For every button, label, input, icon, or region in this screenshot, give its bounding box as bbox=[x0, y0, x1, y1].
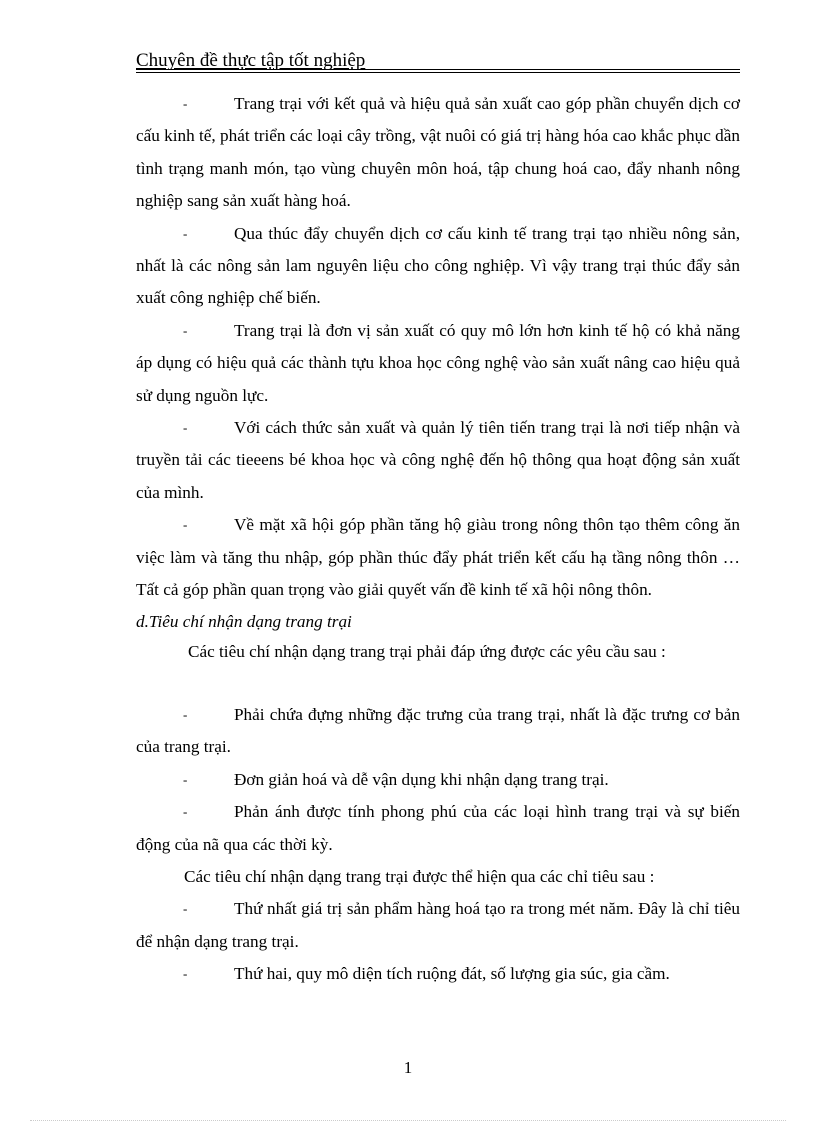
bullet-paragraph bbox=[136, 88, 740, 218]
requirement-item bbox=[136, 764, 740, 796]
bullet-paragraph bbox=[136, 412, 740, 509]
requirement-item bbox=[136, 796, 740, 861]
paragraph-text: Trang trại là đơn vị sản xuất có quy mô lớn hơn kinh tế hộ có khả năng áp dụng có hiệu quả các thành tựu khoa học công nghệ vào sản xuất nâng cao hiệu quả sử dụng nguồn lực. bbox=[136, 320, 740, 405]
header-rule-bottom bbox=[136, 72, 740, 73]
page-number: 1 bbox=[403, 1058, 413, 1077]
indicator-text: Thứ nhất giá trị sản phẩm hàng hoá tạo ra trong mét năm. Đây là chỉ tiêu để nhận dạng trang trại. bbox=[136, 899, 740, 951]
bullet-dash-icon: - bbox=[183, 771, 188, 787]
indicators-intro: Các tiêu chí nhận dạng trang trại được thể hiện qua các chỉ tiêu sau : bbox=[184, 866, 655, 886]
header-rule-top bbox=[136, 69, 740, 70]
page-header-title: Chuyên đề thực tập tốt nghiệp bbox=[136, 50, 366, 71]
indicator-item bbox=[136, 958, 740, 990]
bullet-dash-icon: - bbox=[183, 322, 188, 338]
paragraph-text: Với cách thức sản xuất và quản lý tiên tiến trang trại là nơi tiếp nhận và truyền tải các tieeens bé khoa học và công nghệ đến hộ thông qua hoạt động sản xuất của mình. bbox=[136, 418, 740, 502]
bullet-paragraph bbox=[136, 218, 740, 315]
blank-line bbox=[136, 668, 740, 699]
section-intro: Các tiêu chí nhận dạng trang trại phải đáp ứng được các yêu cầu sau : bbox=[188, 641, 666, 661]
bullet-dash-icon: - bbox=[183, 901, 188, 917]
requirement-text: Phải chứa đựng những đặc trưng của trang trại, nhất là đặc trưng cơ bản của trang trại. bbox=[136, 704, 740, 757]
requirement-item bbox=[136, 699, 740, 764]
bullet-dash-icon: - bbox=[183, 420, 188, 436]
requirement-text: Phản ánh được tính phong phú của các loại hình trang trại và sự biến động của nã qua các thời kỳ. bbox=[136, 802, 740, 854]
bullet-paragraph bbox=[136, 315, 740, 412]
paragraph-text: Trang trại với kết quả và hiệu quả sản xuất cao góp phần chuyển dịch cơ cấu kinh tế, phát triển các loại cây trồng, vật nuôi có giá trị hàng hóa cao khắc phục dần tình trạng manh món, tạo vùng chuyên môn hoá, tập chung hoá cao, đẩy nhanh nông nghiệp sang sản xuất hàng hoá. bbox=[136, 94, 740, 211]
bullet-dash-icon: - bbox=[183, 966, 188, 982]
section-heading: d.Tiêu chí nhận dạng trang trại bbox=[136, 611, 352, 631]
indicator-text: Thứ hai, quy mô diện tích ruộng đát, số lượng gia súc, gia cầm. bbox=[234, 964, 670, 984]
indicator-item bbox=[136, 893, 740, 958]
bullet-dash-icon: - bbox=[183, 706, 188, 722]
bullet-dash-icon: - bbox=[183, 804, 188, 820]
paragraph-text: Qua thúc đẩy chuyển dịch cơ cấu kinh tế trang trại tạo nhiều nông sản, nhất là các nông sản lam nguyên liệu cho công nghiệp. Vì vậy trang trại thúc đẩy sản xuất công nghiệp chế biến. bbox=[136, 223, 740, 308]
requirement-text: Đơn giản hoá và dễ vận dụng khi nhận dạng trang trại. bbox=[234, 769, 609, 789]
paragraph-text: Về mặt xã hội góp phần tăng hộ giàu trong nông thôn tạo thêm công ăn việc làm và tăng thu nhập, góp phần thúc đẩy phát triển kết cấu hạ tầng nông thôn …Tất cả góp phần quan trọng vào giải quyết vấn đề kinh tế xã hội nông thôn. bbox=[136, 515, 740, 600]
page-bottom-divider bbox=[30, 1120, 786, 1121]
bullet-dash-icon: - bbox=[183, 96, 188, 111]
document-body bbox=[136, 88, 740, 991]
bullet-dash-icon: - bbox=[183, 225, 188, 241]
bullet-dash-icon: - bbox=[183, 517, 188, 533]
bullet-paragraph bbox=[136, 509, 740, 606]
